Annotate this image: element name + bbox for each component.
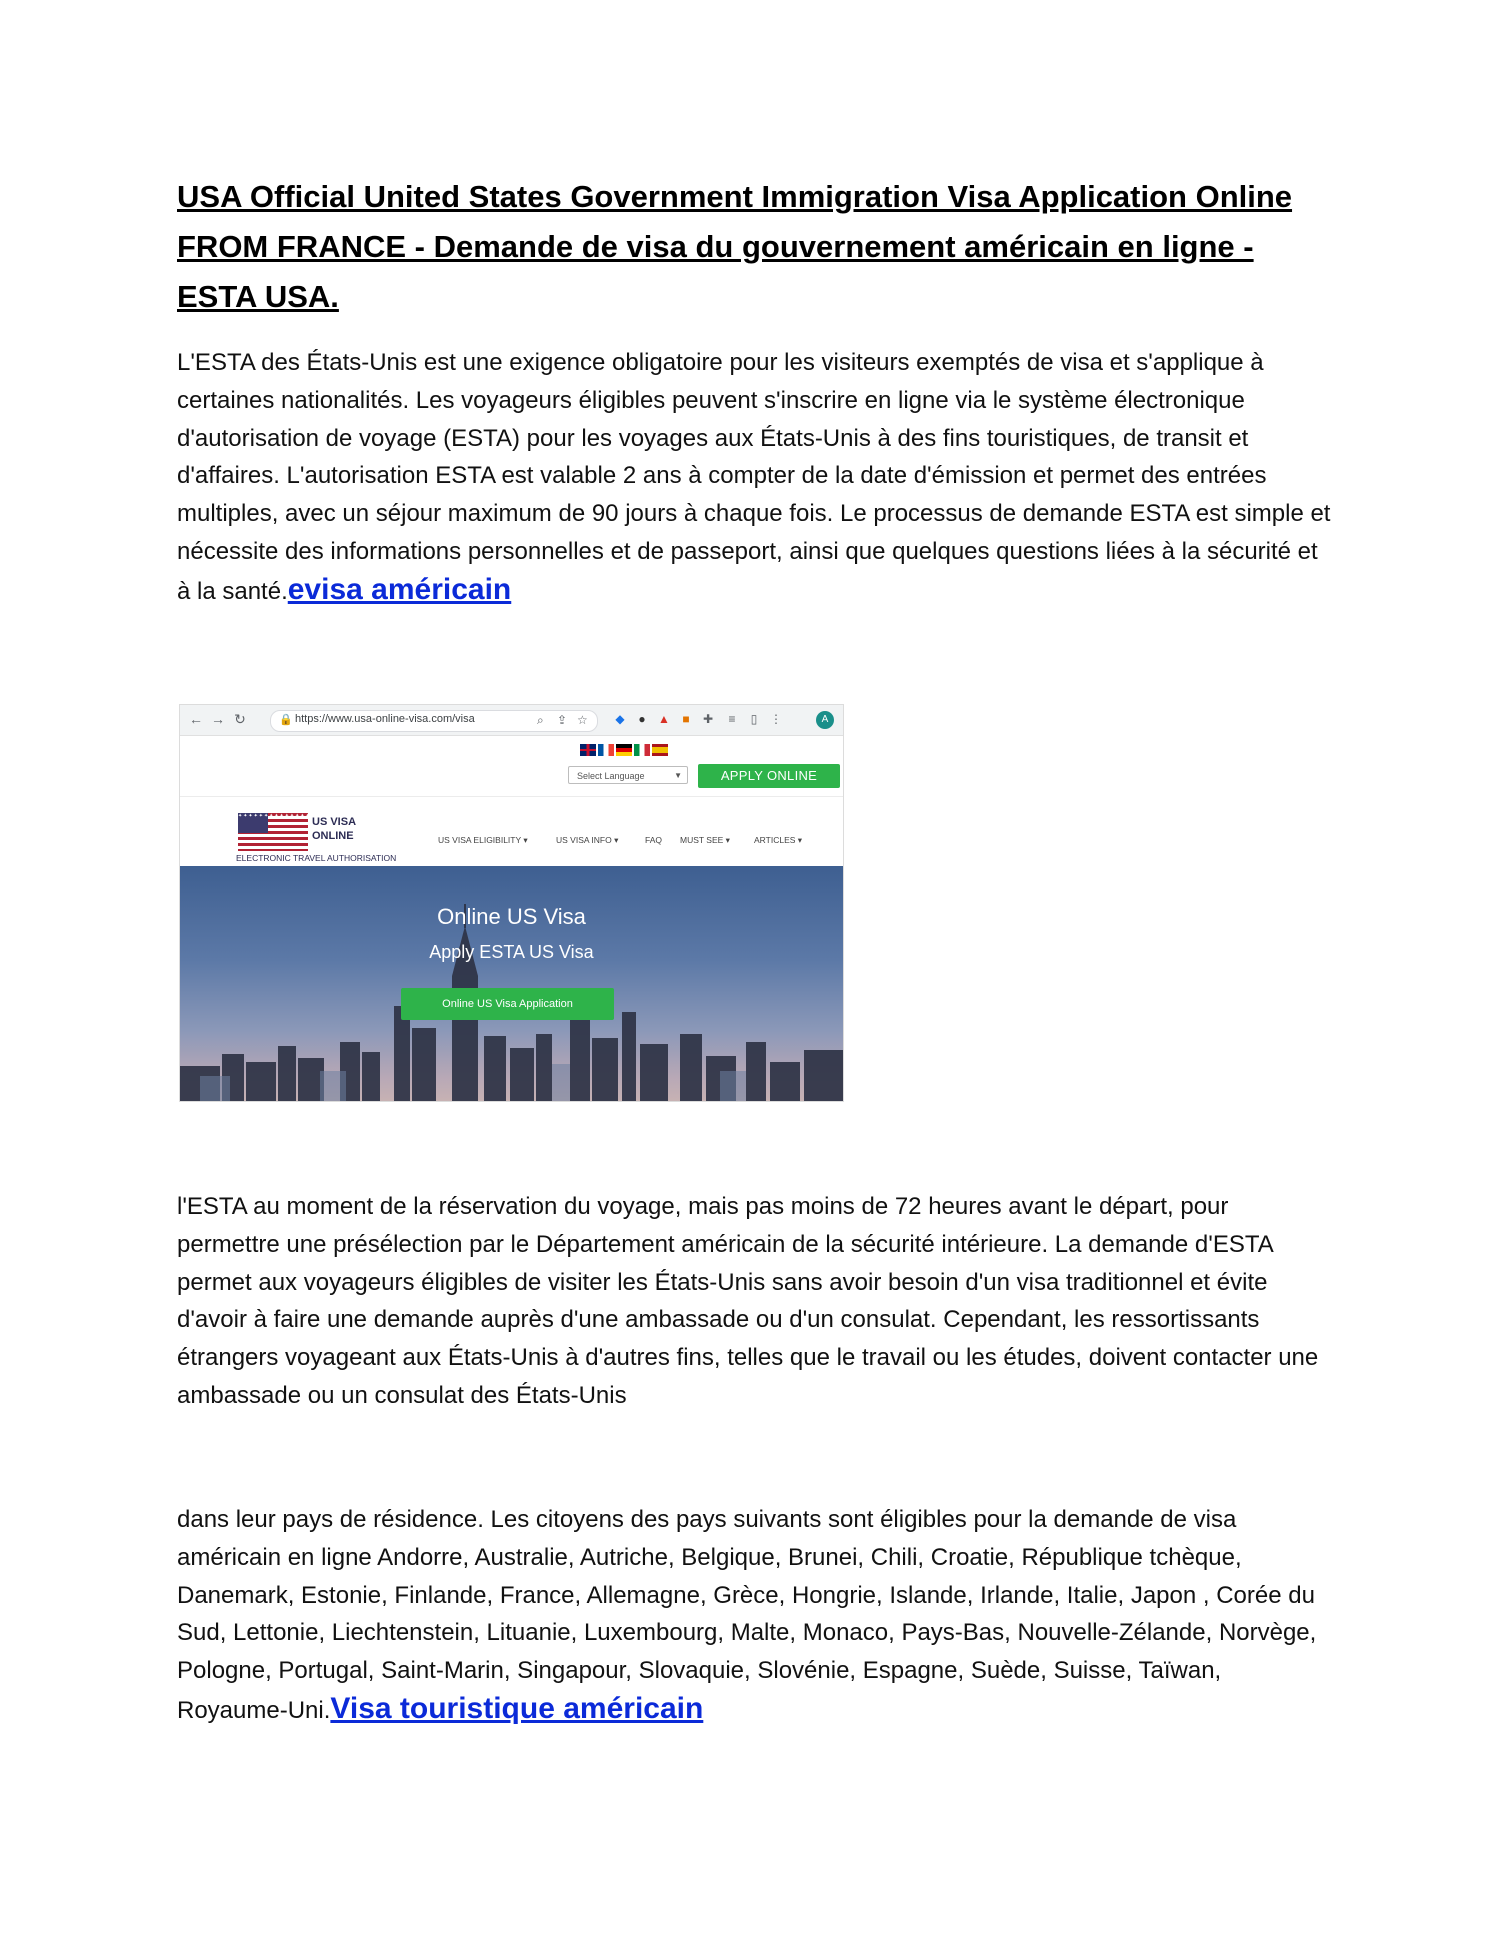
paragraph-eligible-countries-text: dans leur pays de résidence. Les citoyens des pays suivants sont éligibles pour la demande de visa américain en ligne Andorre, Australie, Autriche, Belgique, Brunei, Chili, Croatie, République tchèque, Danemark, Estonie, Finlande, France, Allemagne, Grèce, Hongrie, Islande, Irlande, Italie, Japon , Corée du Sud, Lettonie, Liechtenstein, Lituanie, Luxembourg, Malte, Monaco, Pays-Bas, Nouvelle-Zélande, Norvège, Pologne, Portugal, Saint-Marin, Singapour, Slovaquie, Slovénie, Espagne, Suède, Suisse, Taïwan, Royaume-Uni.: [177, 1506, 1317, 1724]
nav-item-label: ARTICLES: [754, 835, 796, 845]
nav-item-label: MUST SEE: [680, 835, 724, 845]
back-icon[interactable]: ←: [189, 711, 203, 727]
france-flag-icon[interactable]: [598, 744, 614, 756]
share-icon[interactable]: ⇪: [557, 713, 568, 727]
nav-item-visa-info[interactable]: [556, 835, 618, 846]
logo-text-line-1: US VISA: [312, 816, 357, 828]
language-select-label: Select Language: [577, 771, 645, 781]
nav-item-faq[interactable]: [645, 835, 662, 845]
paragraph-esta-timing: l'ESTA au moment de la réservation du voyage, mais pas moins de 72 heures avant le départ, pour permettre une présélection par le Département américain de la sécurité intérieure. La demande d'ESTA permet aux voyageurs éligibles de visiter les États-Unis sans avoir besoin d'un visa traditionnel et évite d'avoir à faire une demande auprès d'une ambassade ou d'un consulat. Cependant, les ressortissants étrangers voyageant aux États-Unis à d'autres fins, telles que le travail ou les études, doivent contacter une ambassade ou un consulat des États-Unis: [177, 1193, 1319, 1409]
paragraph-esta-intro: [177, 344, 1337, 611]
italy-flag-icon[interactable]: [634, 744, 650, 756]
chevron-down-icon: ▾: [614, 835, 619, 845]
paragraph-esta-intro-text: L'ESTA des États-Unis est une exigence obligatoire pour les visiteurs exemptés de visa et s'applique à certaines nationalités. Les voyageurs éligibles peuvent s'inscrire en ligne via le système électronique d'autorisation de voyage (ESTA) pour les voyages aux États-Unis à des fins touristiques, de transit et d'affaires. L'autorisation ESTA est valable 2 ans à compter de la date d'émission et permet des entrées multiples, avec un séjour maximum de 90 jours à chaque fois. Le processus de demande ESTA est simple et nécessite des informations personnelles et de passeport, ainsi que quelques questions liées à la sécurité et à la santé.: [177, 349, 1331, 605]
chevron-down-icon: ▼: [674, 771, 682, 780]
nav-item-label: US VISA ELIGIBILITY: [438, 835, 521, 845]
reload-icon[interactable]: ↻: [234, 711, 246, 727]
extension-icon[interactable]: ■: [682, 712, 690, 726]
uk-flag-icon[interactable]: [580, 744, 596, 756]
logo-tagline: ELECTRONIC TRAVEL AUTHORISATION: [236, 853, 397, 863]
document-title: USA Official United States Government Immigration Visa Application Online FROM FRANCE - Demande de visa du gouvernement américain en ligne - ESTA USA.: [177, 179, 1293, 314]
star-icon[interactable]: ☆: [577, 713, 588, 727]
translate-icon[interactable]: ◆: [615, 712, 625, 726]
url-text: https://www.usa-online-visa.com/visa: [295, 713, 475, 725]
lock-icon: 🔒: [279, 714, 293, 726]
hero-banner: [180, 866, 843, 1101]
chevron-down-icon: ▾: [797, 835, 803, 845]
embedded-website-screenshot: [180, 705, 843, 1101]
nav-item-must-see[interactable]: [680, 835, 730, 846]
apply-online-button[interactable]: APPLY ONLINE: [698, 764, 840, 788]
hero-subtitle: Apply ESTA US Visa: [429, 942, 594, 962]
site-header-top: [180, 736, 843, 796]
site-navbar: [180, 796, 843, 867]
nav-item-visa-eligibility[interactable]: [438, 835, 528, 846]
chevron-down-icon: ▾: [523, 835, 528, 845]
germany-flag-icon[interactable]: [616, 744, 632, 756]
evisa-link[interactable]: evisa américain: [287, 572, 512, 606]
nav-item-articles[interactable]: [754, 835, 802, 846]
flag-canton: ✦✦✦✦✦✦✦✦✦✦✦✦✦✦✦✦✦✦✦✦✦✦✦✦: [238, 813, 268, 833]
hero-title: Online US Visa: [437, 904, 586, 929]
avatar[interactable]: A: [816, 711, 834, 729]
puzzle-icon[interactable]: ✚: [702, 712, 714, 726]
logo-text-line-2: ONLINE: [312, 830, 354, 842]
paragraph-eligible-countries: [177, 1501, 1337, 1730]
extension-icon[interactable]: ●: [638, 712, 646, 726]
extension-icon[interactable]: ▲: [658, 712, 670, 726]
playlist-icon[interactable]: ≡: [728, 712, 736, 726]
browser-toolbar: [180, 705, 843, 736]
sidepanel-icon[interactable]: ▯: [750, 712, 758, 726]
city-skyline-image: [180, 866, 843, 1101]
nav-item-label: US VISA INFO: [556, 835, 612, 845]
chevron-down-icon: ▾: [725, 835, 730, 845]
menu-icon[interactable]: ⋮: [770, 712, 782, 726]
nav-item-label: FAQ: [645, 835, 663, 845]
language-select[interactable]: [568, 766, 688, 784]
spain-flag-icon[interactable]: [652, 744, 668, 756]
online-visa-application-button[interactable]: Online US Visa Application: [401, 988, 614, 1020]
forward-icon[interactable]: →: [211, 711, 225, 727]
address-bar[interactable]: [270, 710, 598, 732]
tourist-visa-link[interactable]: Visa touristique américain: [330, 1691, 704, 1725]
zoom-icon[interactable]: ⌕: [537, 713, 544, 727]
